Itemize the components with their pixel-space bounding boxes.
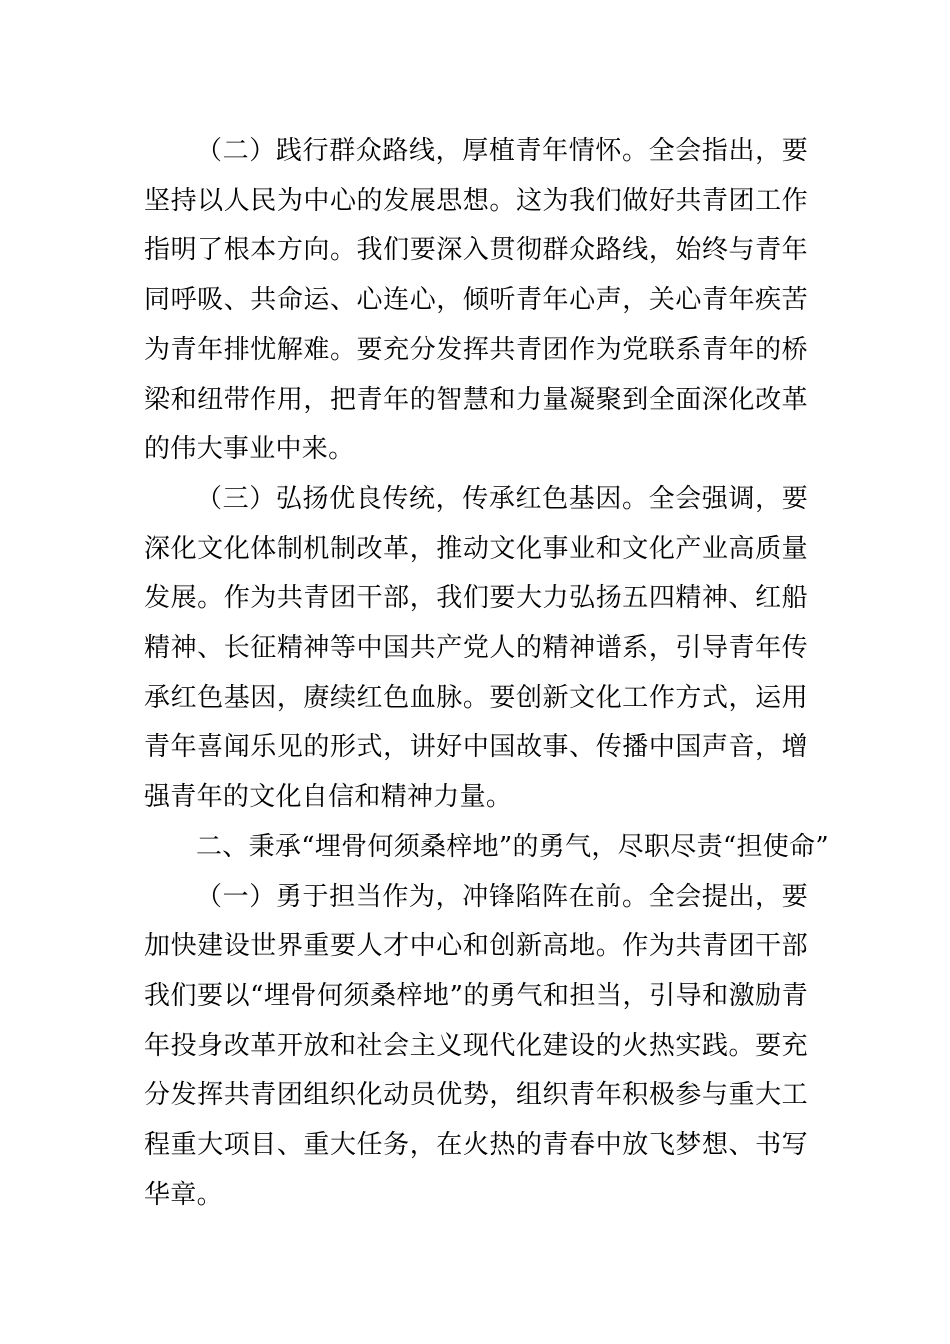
paragraph-take-responsibility: （一）勇于担当作为，冲锋陷阵在前。全会提出，要加快建设世界重要人才中心和创新高地。作为共青团干部我们要以“埋骨何须桑梓地”的勇气和担当，引导和激励青年投身改革开放和社会主义现代化建设的火热实践。要充分发挥共青团组织化动员优势，组织青年积极参与重大工程重大项目、重大任务，在火热的青春中放飞梦想、书写华章。 bbox=[144, 881, 808, 1210]
paragraph-mass-line: （二）践行群众路线，厚植青年情怀。全会指出，要坚持以人民为中心的发展思想。这为我们做好共青团工作指明了根本方向。我们要深入贯彻群众路线，始终与青年同呼吸、共命运、心连心，倾听青年心声，关心青年疾苦为青年排忧解难。要充分发挥共青团作为党联系青年的桥梁和纽带作用，把青年的智慧和力量凝聚到全面深化改革的伟大事业中来。 bbox=[144, 136, 808, 465]
document-body bbox=[144, 127, 829, 1220]
paragraph-red-gene: （三）弘扬优良传统，传承红色基因。全会强调，要深化文化体制机制改革，推动文化事业和文化产业高质量发展。作为共青团干部，我们要大力弘扬五四精神、红船精神、长征精神等中国共产党人的精神谱系，引导青年传承红色基因，赓续红色血脉。要创新文化工作方式，运用青年喜闻乐见的形式，讲好中国故事、传播中国声音，增强青年的文化自信和精神力量。 bbox=[144, 483, 808, 813]
section-heading-two: 二、秉承“埋骨何须桑梓地”的勇气，尽职尽责“担使命” bbox=[196, 831, 829, 862]
